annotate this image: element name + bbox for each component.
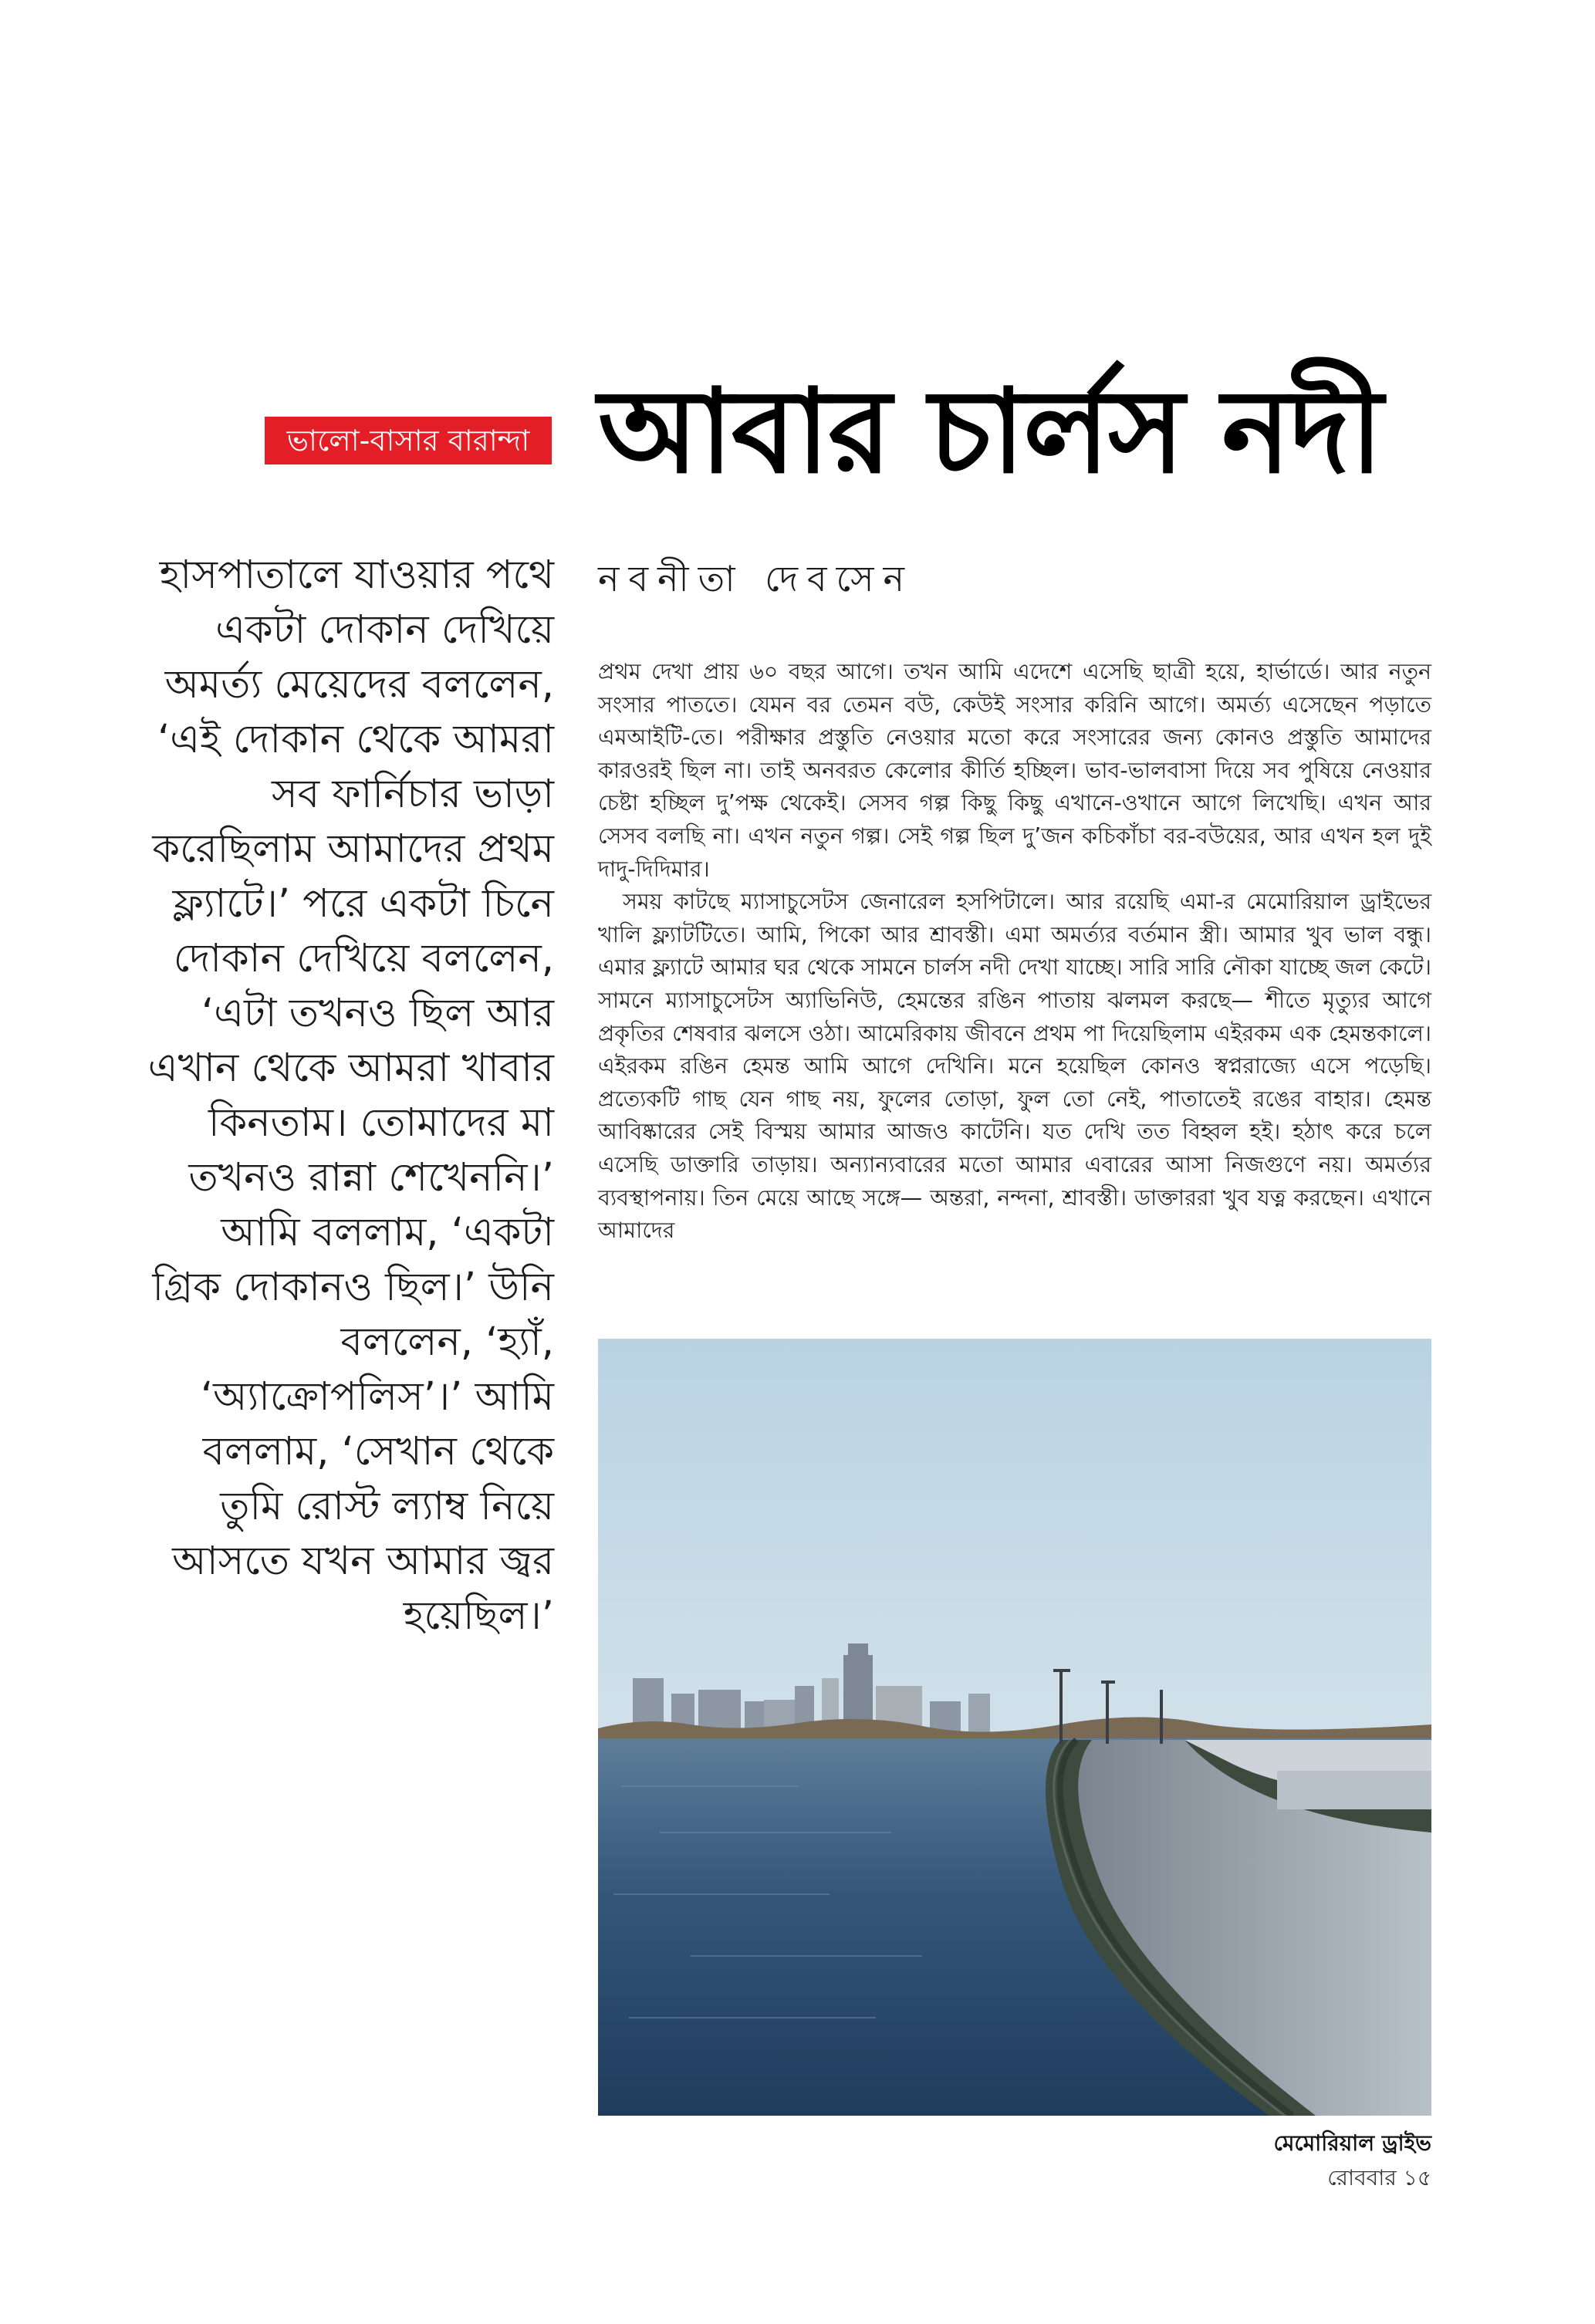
article-body xyxy=(598,656,1431,1248)
body-paragraph: প্রথম দেখা প্রায় ৬০ বছর আগে। তখন আমি এদেশে এসেছি ছাত্রী হয়ে, হার্ভার্ডে। আর নতুন সংসার পাততে। যেমন বর তেমন বউ, কেউই সংসার করিনি আগে। অমর্ত্য এসেছেন পড়াতে এমআইটি-তে। পরীক্ষার প্রস্তুতি নেওয়ার মতো করে সংসারের জন্য কোনও প্রস্তুতি আমাদের কারওরই ছিল না। তাই অনবরত কেলোর কীর্তি হচ্ছিল। ভাব-ভালবাসা দিয়ে সব পুষিয়ে নেওয়ার চেষ্টা হচ্ছিল দু’পক্ষ থেকেই। সেসব গল্প কিছু কিছু এখানে-ওখানে আগে লিখেছি। এখন আর সেসব বলছি না। এখন নতুন গল্প। সেই গল্প ছিল দু’জন কচিকাঁচা বর-বউয়ের, আর এখন হল দুই দাদু-দিদিমার। xyxy=(598,659,1431,882)
pull-quote-text: হাসপাতালে যাওয়ার পথে একটা দোকান দেখিয়ে অমর্ত্য মেয়েদের বললেন, ‘এই দোকান থেকে আমরা সব ফার্নিচার ভাড়া করেছিলাম আমাদের প্রথম ফ্ল্যাটে।’ পরে একটা চিনে দোকান দেখিয়ে বললেন, ‘এটা তখনও ছিল আর এখান থেকে আমরা খাবার কিনতাম। তোমাদের মা তখনও রান্না শেখেননি।’ আমি বললাম, ‘একটা গ্রিক দোকানও ছিল।’ উনি বললেন, ‘হ্যাঁ, ‘অ্যাক্রোপলিস’।’ আমি বললাম, ‘সেখান থেকে তুমি রোস্ট ল্যাম্ব নিয়ে আসতে যখন আমার জ্বর হয়েছিল।’ xyxy=(147,552,554,1639)
body-paragraph: সময় কাটছে ম্যাসাচুসেটস জেনারেল হসপিটালে। আর রয়েছি এমা-র মেমোরিয়াল ড্রাইভের খালি ফ্ল্যাটটিতে। আমি, পিকো আর শ্রাবস্তী। এমা অমর্ত্যর বর্তমান স্ত্রী। আমার খুব ভাল বন্ধু। এমার ফ্ল্যাটে আমার ঘর থেকে সামনে চার্লস নদী দেখা যাচ্ছে। সারি সারি নৌকা যাচ্ছে জল কেটে। সামনে ম্যাসাচুসেটস অ্যাভিনিউ, হেমন্তের রঙিন পাতায় ঝলমল করছে— শীতে মৃত্যুর আগে প্রকৃতির শেষবার ঝলসে ওঠা। আমেরিকায় জীবনে প্রথম পা দিয়েছিলাম এইরকম এক হেমন্তকালে। এইরকম রঙিন হেমন্ত আমি আগে দেখিনি। মনে হয়েছিল কোনও স্বপ্নরাজ্যে এসে পড়েছি। প্রত্যেকটি গাছ যেন গাছ নয়, ফুলের তোড়া, ফুল তো নেই, পাতাতেই রঙের বাহার। হেমন্ত আবিষ্কারের সেই বিস্ময় আমার আজও কাটেনি। যত দেখি তত বিহ্বল হই। হঠাৎ করে চলে এসেছি ডাক্তারি তাড়ায়। অন্যান্যবারের মতো আমার এবারের আসা নিজগুণে নয়। অমর্ত্যর ব্যবস্থাপনায়। তিন মেয়ে আছে সঙ্গে— অন্তরা, নন্দনা, শ্রাবস্তী। ডাক্তাররা খুব যত্ন করছেন। এখানে আমাদের xyxy=(598,889,1431,1244)
article-headline: আবার চার্লস নদী xyxy=(598,365,1382,499)
charles-river-photo xyxy=(598,1339,1431,2116)
section-tag: ভালো-বাসার বারান্দা xyxy=(265,417,552,464)
pull-quote xyxy=(147,548,554,1643)
photo-caption: মেমোরিয়াল ড্রাইভ xyxy=(1273,2130,1431,2156)
page-folio: রোববার ১৫ xyxy=(1327,2165,1431,2191)
river-photo-illustration xyxy=(598,1339,1431,2116)
byline: নবনীতা দেবসেন xyxy=(598,558,914,600)
